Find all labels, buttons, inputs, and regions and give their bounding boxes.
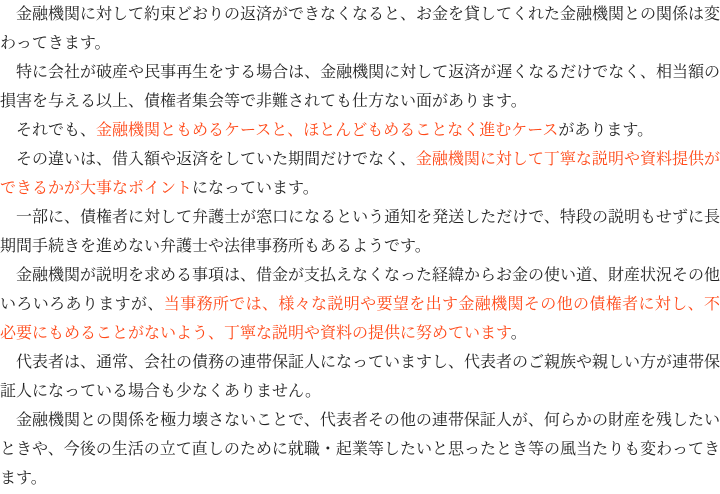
highlighted-text: 当事務所では、様々な説明や要望を出す金融機関その他の債権者に対し、不必要にもめることがないよう、丁寧な説明や資料の提供に努めています — [0, 296, 720, 342]
paragraph — [0, 58, 720, 116]
highlighted-text: 金融機関に対して丁寧な説明や資料提供ができるかが大事なポイント — [0, 151, 720, 197]
highlighted-text: 金融機関ともめるケースと、ほとんどもめることなく進むケース — [96, 122, 559, 139]
text-segment: 一部に、債権者に対して弁護士が窓口になるという通知を発送しただけで、特段の説明もせずに長期間手続きを進めない弁護士や法律事務所もあるようです。 — [0, 209, 720, 255]
paragraph — [0, 406, 720, 493]
text-segment: 。 — [510, 325, 527, 342]
text-segment: 金融機関との関係を極力壊さないことで、代表者その他の連帯保証人が、何らかの財産を残したいときや、今後の生活の立て直しのために就職・起業等したいと思ったとき等の風当たりも変わってきます。 — [0, 412, 720, 487]
text-segment: 特に会社が破産や民事再生をする場合は、金融機関に対して返済が遅くなるだけでなく、相当額の損害を与える以上、債権者集会等で非難されても仕方ない面があります。 — [0, 64, 720, 110]
paragraph — [0, 145, 720, 203]
paragraph — [0, 116, 720, 145]
text-segment: 代表者は、通常、会社の債務の連帯保証人になっていますし、代表者のご親族や親しい方が連帯保証人になっている場合も少なくありません。 — [0, 354, 720, 400]
text-segment: 金融機関が説明を求める事項は、借金が支払えなくなった経緯からお金の使い道、財産状況その他いろいろありますが、 — [0, 267, 720, 313]
paragraph — [0, 203, 720, 261]
paragraph — [0, 0, 720, 58]
paragraph — [0, 261, 720, 348]
paragraph — [0, 348, 720, 406]
text-segment: になっています。 — [192, 180, 319, 197]
text-segment: 金融機関に対して約束どおりの返済ができなくなると、お金を貸してくれた金融機関との関係は変わってきます。 — [0, 6, 720, 52]
text-segment: それでも、 — [0, 122, 97, 139]
text-segment: があります。 — [558, 122, 654, 139]
text-segment: その違いは、借入額や返済をしていた期間だけでなく、 — [0, 151, 416, 168]
